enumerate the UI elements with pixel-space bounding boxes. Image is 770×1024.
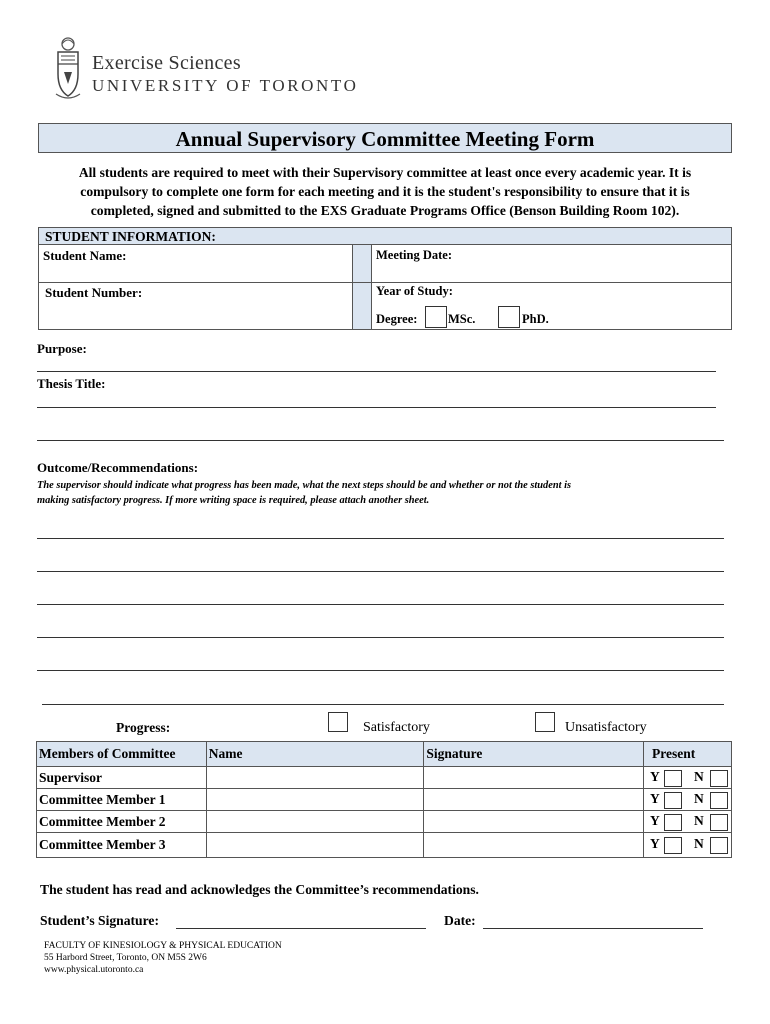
outcome-note-line: making satisfactory progress. If more writing space is required, please attach another sheet. (37, 495, 430, 506)
outcome-line[interactable] (37, 637, 724, 638)
yes-label: Y (650, 769, 660, 784)
present-no-checkbox[interactable] (710, 792, 728, 809)
member-signature-cell[interactable] (424, 767, 644, 789)
signature-line[interactable] (176, 928, 426, 929)
year-of-study-label: Year of Study: (376, 284, 453, 298)
member-name-cell[interactable] (206, 811, 424, 833)
satisfactory-label: Satisfactory (363, 720, 430, 735)
table-row (37, 811, 732, 833)
footer-address (44, 940, 282, 976)
no-label: N (694, 836, 704, 851)
university-crest-logo (52, 36, 84, 102)
student-signature-label: Student’s Signature: (40, 913, 159, 928)
phd-label: PhD. (522, 312, 549, 326)
member-role: Committee Member 1 (37, 789, 207, 811)
yes-label: Y (650, 791, 660, 806)
committee-table (36, 741, 732, 858)
present-cell (644, 811, 732, 833)
intro-line: compulsory to complete one form for each meeting and it is the student's responsibility to ensure that it is (80, 184, 690, 199)
outcome-note-line: The supervisor should indicate what progress has been made, what the next steps should be and whether or not the student is (37, 480, 572, 491)
purpose-label: Purpose: (37, 341, 87, 356)
date-line[interactable] (483, 928, 703, 929)
thesis-line[interactable] (37, 440, 724, 441)
yes-label: Y (650, 836, 660, 851)
form-title: Annual Supervisory Committee Meeting Form (38, 123, 732, 153)
progress-label: Progress: (116, 720, 171, 735)
student-info-header: STUDENT INFORMATION: (38, 227, 732, 245)
no-label: N (694, 769, 704, 784)
date-label: Date: (444, 913, 476, 928)
university-name: UNIVERSITY OF TORONTO (92, 76, 359, 95)
intro-text (30, 163, 740, 220)
member-signature-cell[interactable] (424, 833, 644, 858)
table-row (37, 767, 732, 789)
student-number-field[interactable] (165, 284, 348, 328)
present-yes-checkbox[interactable] (664, 770, 682, 787)
column-header: Present (644, 742, 732, 767)
column-header: Name (206, 742, 424, 767)
student-number-label: Student Number: (45, 285, 143, 300)
member-name-cell[interactable] (206, 789, 424, 811)
outcome-note (37, 478, 737, 508)
acknowledgement-text: The student has read and acknowledges the Committee’s recommendations. (40, 882, 479, 897)
table-row (37, 833, 732, 858)
student-name-field[interactable] (150, 246, 348, 280)
table-header-row (37, 742, 732, 767)
thesis-title-label: Thesis Title: (37, 376, 106, 391)
department-name: Exercise Sciences (92, 52, 241, 74)
footer-faculty: FACULTY OF KINESIOLOGY & PHYSICAL EDUCATION (44, 941, 282, 951)
present-cell (644, 789, 732, 811)
outcome-line[interactable] (42, 704, 724, 705)
meeting-date-field[interactable] (465, 246, 729, 280)
footer-street: 55 Harbord Street, Toronto, ON M5S 2W6 (44, 953, 207, 963)
present-cell (644, 833, 732, 858)
degree-label: Degree: (376, 312, 418, 326)
meeting-date-label: Meeting Date: (376, 248, 453, 262)
member-name-cell[interactable] (206, 767, 424, 789)
msc-label: MSc. (448, 312, 476, 326)
table-row (37, 789, 732, 811)
unsatisfactory-checkbox[interactable] (535, 712, 555, 732)
student-name-label: Student Name: (43, 248, 127, 263)
outcome-line[interactable] (37, 670, 724, 671)
outcome-label: Outcome/Recommendations: (37, 460, 199, 475)
member-role: Committee Member 3 (37, 833, 207, 858)
present-yes-checkbox[interactable] (664, 837, 682, 854)
intro-line: All students are required to meet with their Supervisory committee at least once every academic year. It is (78, 165, 692, 180)
member-role: Supervisor (37, 767, 207, 789)
yes-label: Y (650, 813, 660, 828)
intro-line: completed, signed and submitted to the EXS Graduate Programs Office (Benson Building Room 102). (90, 203, 680, 218)
member-name-cell[interactable] (206, 833, 424, 858)
present-no-checkbox[interactable] (710, 770, 728, 787)
info-divider-column (352, 245, 372, 329)
member-signature-cell[interactable] (424, 789, 644, 811)
member-role: Committee Member 2 (37, 811, 207, 833)
column-header: Signature (424, 742, 644, 767)
present-no-checkbox[interactable] (710, 837, 728, 854)
member-signature-cell[interactable] (424, 811, 644, 833)
msc-checkbox[interactable] (425, 306, 447, 328)
year-of-study-field[interactable] (466, 283, 728, 301)
present-no-checkbox[interactable] (710, 814, 728, 831)
outcome-line[interactable] (37, 604, 724, 605)
purpose-line[interactable] (37, 371, 716, 372)
no-label: N (694, 791, 704, 806)
satisfactory-checkbox[interactable] (328, 712, 348, 732)
present-yes-checkbox[interactable] (664, 814, 682, 831)
outcome-line[interactable] (37, 538, 724, 539)
present-yes-checkbox[interactable] (664, 792, 682, 809)
outcome-line[interactable] (37, 571, 724, 572)
column-header: Members of Committee (37, 742, 207, 767)
footer-website: www.physical.utoronto.ca (44, 965, 144, 975)
unsatisfactory-label: Unsatisfactory (565, 720, 647, 735)
phd-checkbox[interactable] (498, 306, 520, 328)
present-cell (644, 767, 732, 789)
thesis-line[interactable] (37, 407, 716, 408)
no-label: N (694, 813, 704, 828)
